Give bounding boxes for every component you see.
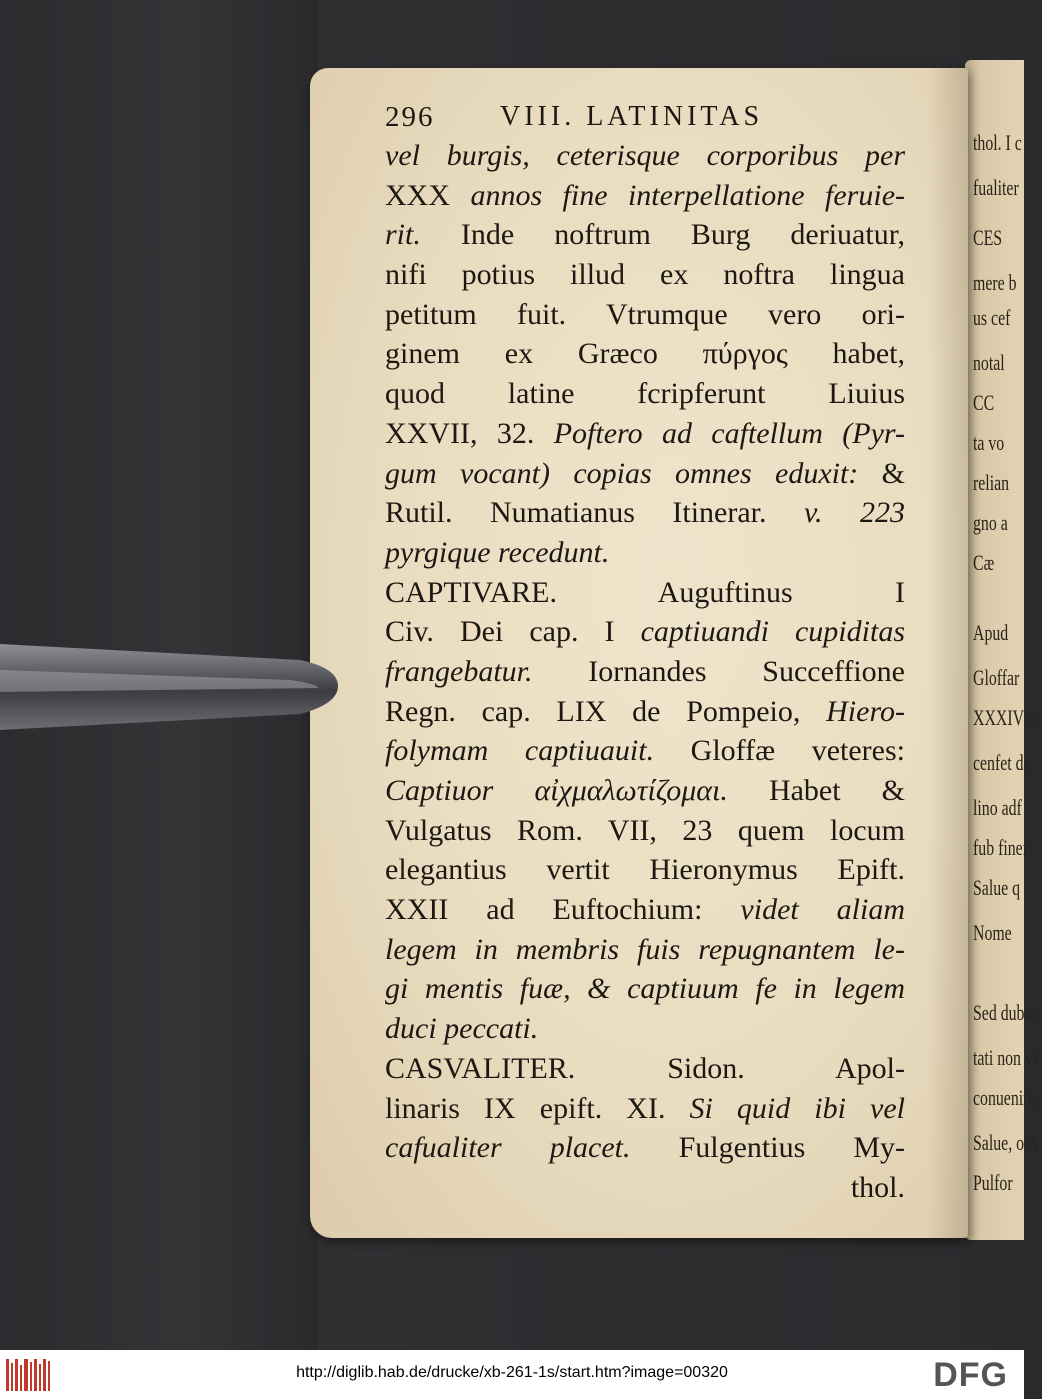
text-line [385,731,905,771]
roman-segment: XXVII, 32. [385,416,554,450]
facing-page-fragment: tati non vi [973,1045,1038,1070]
text-line [385,692,905,732]
text-line [385,930,905,970]
roman-segment: elegantius vertit Hieronymus Epift. [385,853,905,887]
facing-page-fragment: fub finer [973,835,1028,860]
text-line [385,374,905,414]
roman-segment: Habet & [768,774,905,807]
facing-page-fragment: notal [973,350,1005,375]
facing-page-fragment: Salue, o A [973,1130,1039,1155]
roman-segment: ginem ex Græco πύργος habet, [385,337,905,371]
facing-page-fragment: thol. I c [973,130,1022,155]
facing-page-edge [965,60,1042,1240]
italic-segment: pyrgique recedunt. [385,535,610,569]
text-line [385,969,905,1009]
text-line [385,850,905,890]
text-line [385,811,905,851]
viewer-footer [0,1350,1024,1399]
roman-segment: thol. [850,1170,905,1204]
italic-segment: videt aliam [740,893,905,927]
roman-segment: Fulgentius My- [678,1131,905,1165]
facing-page-fragment: Gloffar [973,665,1020,690]
running-head [385,98,905,136]
italic-segment: Hiero- [826,694,905,728]
roman-segment: Gloffæ veteres: [690,734,905,768]
italic-segment: gum vocant) copias omnes eduxit: [385,456,882,490]
running-title: VIII. LATINITAS [500,101,764,132]
facing-page-fragment: cenfet de [973,750,1031,775]
text-line [385,612,905,652]
text-line [385,890,905,930]
roman-segment: Inde noftrum Burg deriuatur, [460,218,905,252]
roman-segment: & [881,456,905,490]
text-line [385,295,905,335]
italic-segment: annos fine interpellatione feruie- [470,178,905,212]
facing-page-fragment: Nome [973,920,1012,945]
text-line [385,533,905,573]
facing-page-fragment: Pulfor [973,1170,1013,1195]
text-line [385,1128,905,1168]
italic-segment: folymam captiuauit. [385,734,691,768]
italic-segment: legem in membris fuis repugnantem le- [385,932,905,966]
italic-segment: Si quid ibi vel [689,1091,905,1125]
dfg-logo: DFG [933,1356,1008,1394]
text-line [385,771,905,811]
facing-page-fragment: Salue q [973,875,1021,900]
text-line [385,136,905,176]
page-holder-clip [0,630,340,742]
roman-segment: CASVALITER. Sidon. Apol- [385,1051,905,1085]
text-line [385,215,905,255]
facing-page-fragment: relian [973,470,1010,495]
text-line [385,176,905,216]
italic-segment: Captiuor αἰχμαλωτίζομαι. [385,774,769,807]
text-line [385,573,905,613]
roman-segment: Civ. Dei cap. I [385,615,641,649]
italic-segment: gi mentis fuæ, & captiuum fe in legem [385,972,905,1006]
facing-page-fragment: XXXIV ca [973,705,1042,730]
text-line [385,1009,905,1049]
text-lines [385,136,905,1208]
page-text [385,98,905,1208]
roman-segment: XXII ad Euftochium: [385,893,741,927]
italic-segment: frangebatur. [385,654,589,688]
italic-segment: rit. [385,218,461,252]
text-line [385,454,905,494]
facing-page-fragment: us cef [973,305,1011,330]
roman-segment: petitum fuit. Vtrumque vero ori- [385,297,905,331]
text-line [385,652,905,692]
book-page [310,68,968,1238]
roman-segment: nifi potius illud ex noftra lingua [385,258,905,292]
italic-segment: captiuandi cupiditas [640,615,905,649]
facing-page-fragment: Sed dubio [973,1000,1037,1025]
facing-page-fragment: CES [973,225,1003,250]
text-line [385,493,905,533]
page-number: 296 [385,100,435,133]
roman-segment: quod latine fcripferunt Liuius [385,377,905,411]
text-line [385,1168,905,1208]
facing-page-fragment: Cæ [973,550,995,575]
roman-segment: Vulgatus Rom. VII, 23 quem locum [385,813,905,847]
roman-segment: CAPTIVARE. Auguftinus I [385,575,905,609]
facing-page-fragment: ta vo [973,430,1005,455]
facing-page-fragment: fualiter [973,175,1019,200]
source-url-link[interactable]: http://diglib.hab.de/drucke/xb-261-1s/start.htm?image=00320 [296,1364,728,1381]
italic-segment: duci peccati. [385,1012,539,1046]
text-line [385,334,905,374]
roman-segment: Iornandes Succeffione [588,654,905,688]
text-line [385,1089,905,1129]
text-line [385,414,905,454]
italic-segment: Poftero ad caftellum (Pyr- [553,416,905,450]
italic-segment: vel burgis, ceterisque corporibus per [385,139,905,172]
roman-segment: XXX [385,178,471,212]
facing-page-fragment: Apud [973,620,1009,645]
facing-page-fragment: conuenire, [973,1085,1040,1110]
facing-page-fragment: CC [973,390,995,415]
roman-segment: Regn. cap. LIX de Pompeio, [385,694,827,728]
roman-segment: linaris IX epift. XI. [385,1091,690,1125]
facing-page-fragment: mere b [973,270,1017,295]
text-line [385,255,905,295]
facing-page-fragment: gno a [973,510,1008,535]
italic-segment: v. 223 [803,496,906,530]
facing-page-fragment: lino adf [973,795,1022,820]
roman-segment: Rutil. Numatianus Itinerar. [385,496,804,530]
italic-segment: cafualiter placet. [385,1131,679,1165]
text-line [385,1049,905,1089]
